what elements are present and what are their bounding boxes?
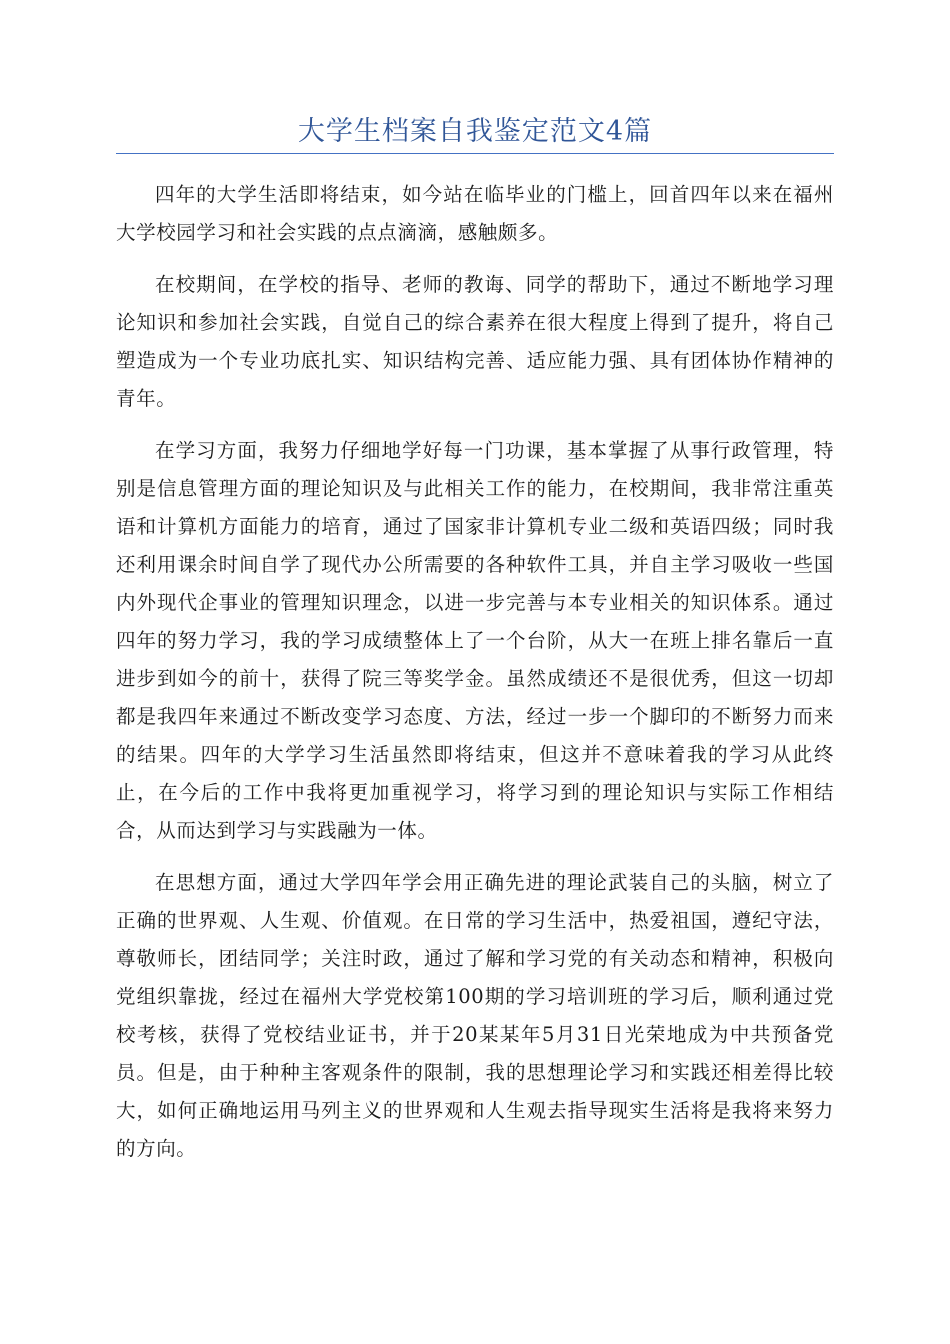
paragraph-2: 在校期间，在学校的指导、老师的教诲、同学的帮助下，通过不断地学习理论知识和参加社会实践，自觉自己的综合素养在很大程度上得到了提升，将自己塑造成为一个专业功底扎实、知识结构完善、适应能力强、具有团体协作精神的青年。 (116, 273, 834, 410)
title-underline (116, 153, 834, 154)
paragraph-4: 在思想方面，通过大学四年学会用正确先进的理论武装自己的头脑，树立了正确的世界观、人生观、价值观。在日常的学习生活中，热爱祖国，遵纪守法，尊敬师长，团结同学；关注时政，通过了解和学习党的有关动态和精神，积极向党组织靠拢，经过在福州大学党校第100期的学习培训班的学习后，顺利通过党校考核，获得了党校结业证书，并于20某某年5月31日光荣地成为中共预备党员。但是，由于种种主客观条件的限制，我的思想理论学习和实践还相差得比较大，如何正确地运用马列主义的世界观和人生观去指导现实生活将是我将来努力的方向。 (116, 871, 834, 1160)
document-title: 大学生档案自我鉴定范文4篇 (297, 116, 653, 147)
paragraph-1: 四年的大学生活即将结束，如今站在临毕业的门槛上，回首四年以来在福州大学校园学习和社会实践的点点滴滴，感触颇多。 (116, 183, 834, 244)
document-body (116, 176, 834, 1182)
paragraph-3: 在学习方面，我努力仔细地学好每一门功课，基本掌握了从事行政管理，特别是信息管理方面的理论知识及与此相关工作的能力，在校期间，我非常注重英语和计算机方面能力的培育，通过了国家非计算机专业二级和英语四级；同时我还利用课余时间自学了现代办公所需要的各种软件工具，并自主学习吸收一些国内外现代企事业的管理知识理念，以进一步完善与本专业相关的知识体系。通过四年的努力学习，我的学习成绩整体上了一个台阶，从大一在班上排名靠后一直进步到如今的前十，获得了院三等奖学金。虽然成绩还不是很优秀，但这一切却都是我四年来通过不断改变学习态度、方法，经过一步一个脚印的不断努力而来的结果。四年的大学学习生活虽然即将结束，但这并不意味着我的学习从此终止，在今后的工作中我将更加重视学习，将学习到的理论知识与实际工作相结合，从而达到学习与实践融为一体。 (116, 439, 834, 842)
